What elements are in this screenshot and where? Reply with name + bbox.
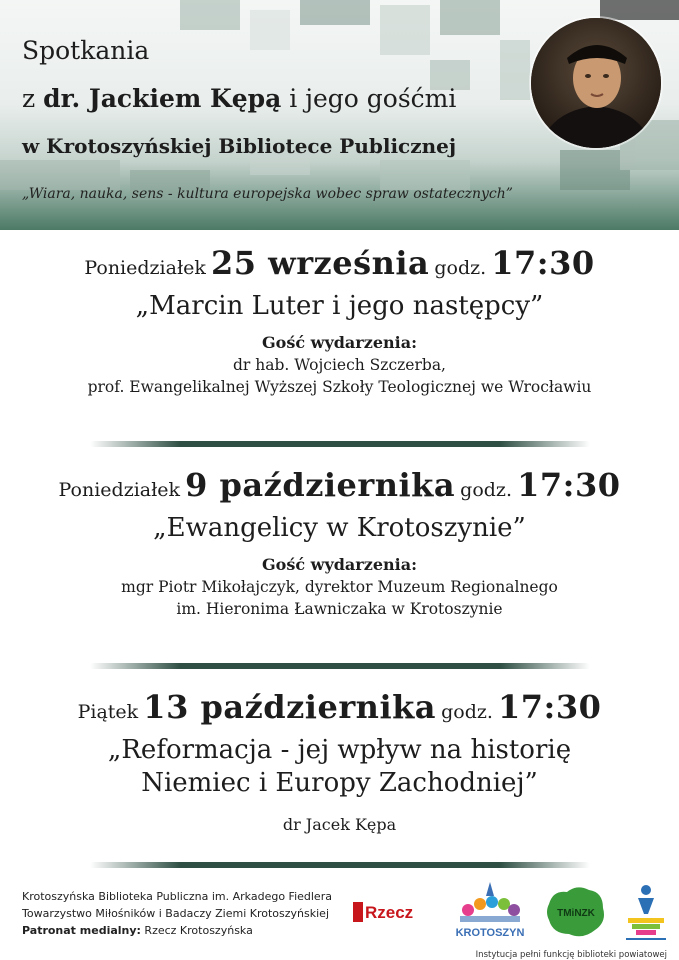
library-logo <box>618 880 674 946</box>
tminzk-logo <box>543 882 609 942</box>
event-1-date-line <box>0 244 679 282</box>
event-2-time: 17:30 <box>517 466 621 504</box>
header-motto: „Wiara, nauka, sens - kultura europejska wobec spraw ostatecznych” <box>22 186 513 202</box>
rzecz-logo-text: Rzecz <box>365 903 414 922</box>
event-2-time-label: godz. <box>460 479 512 501</box>
event-2-guest-line-1: mgr Piotr Mikołajczyk, dyrektor Muzeum Regionalnego <box>121 577 558 596</box>
footer-org-2: Towarzystwo Miłośników i Badaczy Ziemi Krotoszyńskiej <box>22 907 330 920</box>
header-line-2-suffix: i jego gośćmi <box>281 84 457 113</box>
event-3-time-label: godz. <box>441 701 493 723</box>
event-1-date: 25 września <box>210 244 430 282</box>
event-2-weekday: Poniedziałek <box>58 479 181 501</box>
event-3-title-line-1: „Reformacja - jej wpływ na historię <box>107 735 572 765</box>
event-3-weekday: Piątek <box>77 701 139 723</box>
event-2-guest-line-2: im. Hieronima Ławniczaka w Krotoszynie <box>176 599 503 618</box>
footer-note: Instytucja pełni funkcję biblioteki powiatowej <box>475 950 667 960</box>
event-1-guest-line-2: prof. Ewangelikalnej Wyższej Szkoły Teologicznej we Wrocławiu <box>87 377 592 396</box>
event-2-title: „Ewangelicy w Krotoszynie” <box>153 513 526 543</box>
event-3-guest: dr Jacek Kępa <box>282 815 397 834</box>
rzecz-logo <box>353 900 433 926</box>
footer-patron-label: Patronat medialny: <box>22 924 141 937</box>
portrait-image <box>531 18 661 148</box>
event-1-weekday: Poniedziałek <box>84 257 206 279</box>
header-banner <box>0 0 679 230</box>
tminzk-logo-text: TMiNZK <box>557 908 595 919</box>
event-1-time-label: godz. <box>434 257 487 279</box>
separator-1 <box>90 441 590 447</box>
event-2-date: 9 października <box>185 466 456 504</box>
event-3-date-line <box>0 688 679 726</box>
event-2 <box>0 466 679 620</box>
separator-3 <box>90 862 590 868</box>
separator-2 <box>90 663 590 669</box>
header-line-2-prefix: z <box>22 84 44 113</box>
event-3-time: 17:30 <box>498 688 602 726</box>
event-1-time: 17:30 <box>491 244 595 282</box>
header-line-1: Spotkania <box>22 36 150 65</box>
event-1-title: „Marcin Luter i jego następcy” <box>135 291 544 321</box>
krotoszyn-logo-text: KROTOSZYN <box>455 927 525 939</box>
event-2-date-line <box>0 466 679 504</box>
luther-portrait <box>531 18 661 148</box>
footer-patron <box>22 924 253 937</box>
event-1-guest-line-1: dr hab. Wojciech Szczerba, <box>233 355 446 374</box>
footer <box>0 878 679 960</box>
header-line-3: w Krotoszyńskiej Bibliotece Publicznej <box>22 134 457 158</box>
event-1 <box>0 244 679 398</box>
event-1-guest-label: Gość wydarzenia: <box>262 332 417 352</box>
footer-org-1: Krotoszyńska Biblioteka Publiczna im. Arkadego Fiedlera <box>22 890 332 903</box>
event-3-title-line-2: Niemiec i Europy Zachodniej” <box>141 767 538 798</box>
footer-patron-name: Rzecz Krotoszyńska <box>140 924 253 937</box>
host-name: dr. Jackiem Kępą <box>43 84 282 113</box>
event-3 <box>0 688 679 836</box>
header-line-2 <box>22 84 456 113</box>
event-3-date: 13 października <box>143 688 436 726</box>
event-2-guest-label: Gość wydarzenia: <box>262 554 417 574</box>
krotoszyn-logo <box>450 878 530 948</box>
